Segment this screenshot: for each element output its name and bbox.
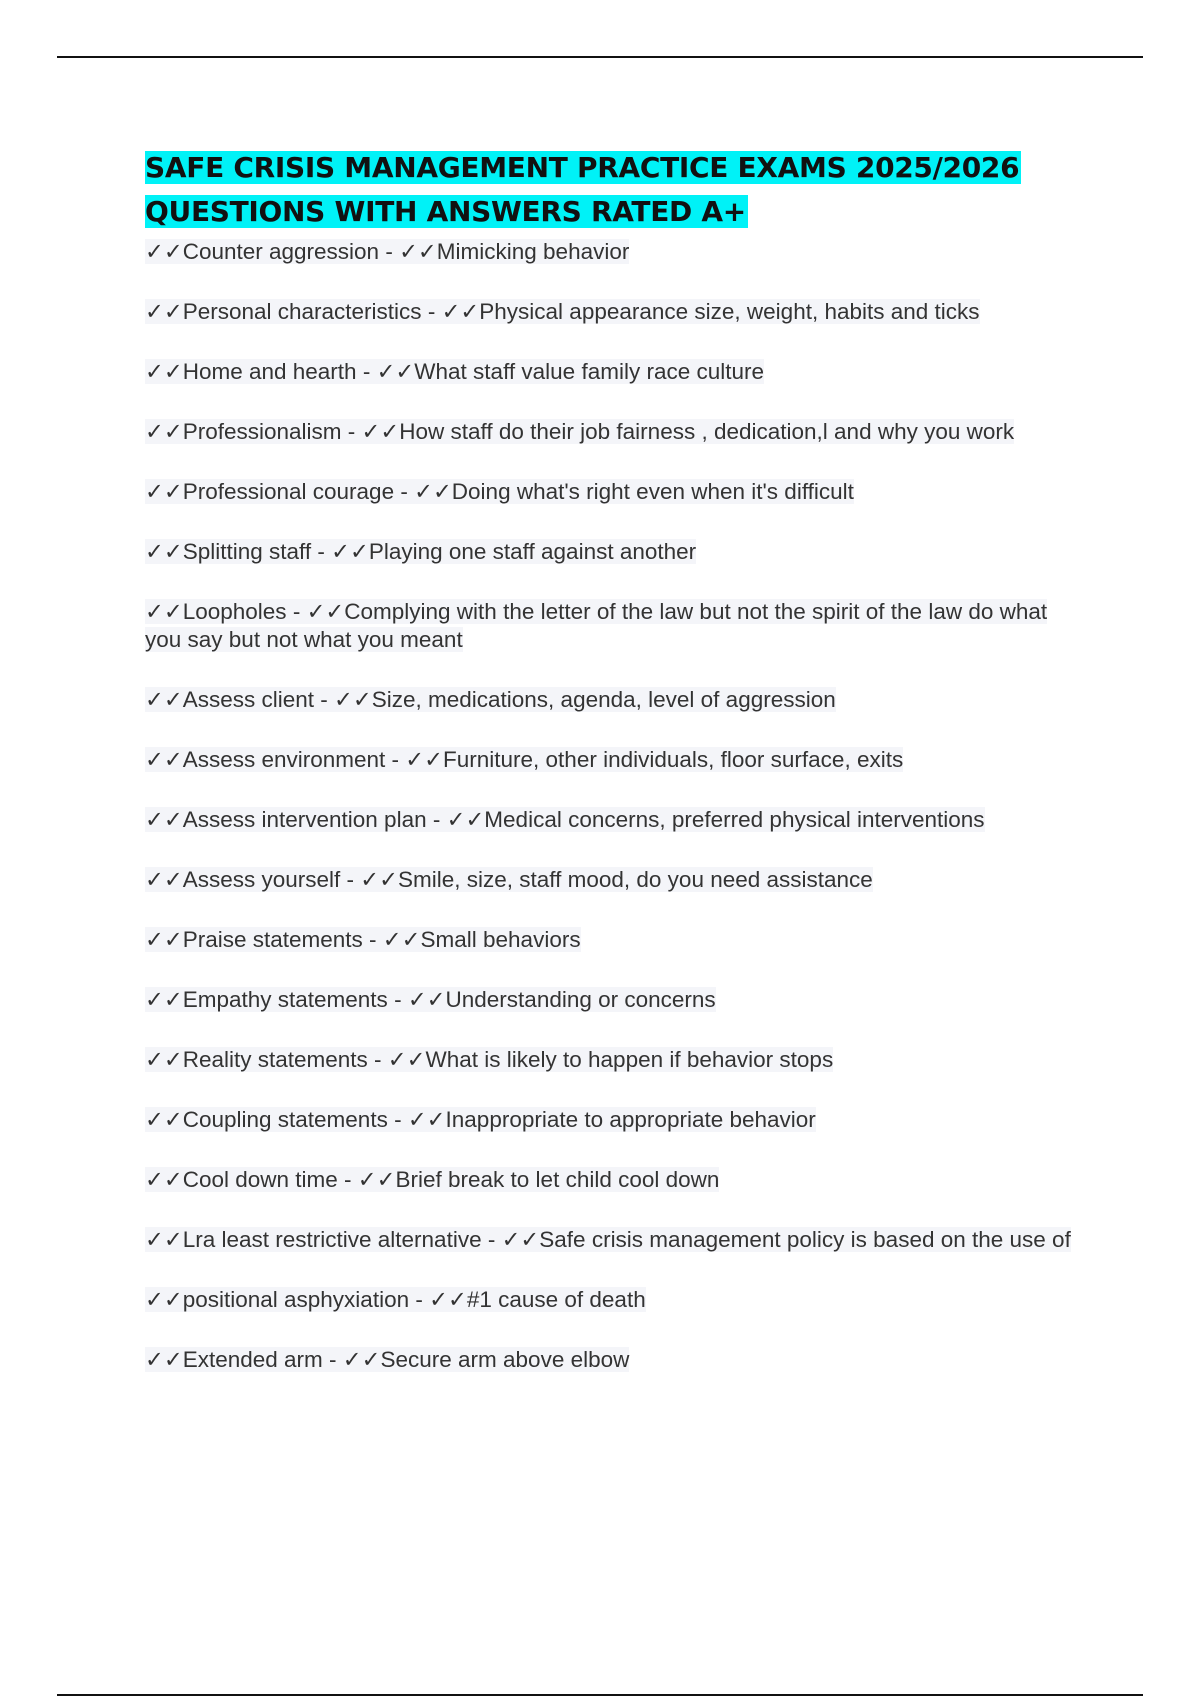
qa-answer: ✓✓Smile, size, staff mood, do you need assistance — [360, 867, 873, 892]
qa-item-text — [145, 1347, 629, 1372]
qa-term: ✓✓Assess client — [145, 687, 315, 712]
qa-item — [145, 1346, 1085, 1374]
qa-list — [145, 238, 1085, 1374]
qa-answer: ✓✓Playing one staff against another — [331, 539, 697, 564]
qa-answer: ✓✓How staff do their job fairness , dedication,l and why you work — [361, 419, 1015, 444]
qa-term: ✓✓Professionalism — [145, 419, 342, 444]
qa-answer: ✓✓Understanding or concerns — [407, 987, 716, 1012]
qa-term: ✓✓Reality statements — [145, 1047, 368, 1072]
qa-term: ✓✓Professional courage — [145, 479, 395, 504]
qa-item-text — [145, 479, 854, 504]
qa-term: ✓✓Extended arm — [145, 1347, 323, 1372]
footer-rule — [57, 1694, 1143, 1696]
qa-term: ✓✓positional asphyxiation — [145, 1287, 410, 1312]
qa-separator: - — [322, 1347, 343, 1372]
qa-separator: - — [311, 539, 332, 564]
qa-term: ✓✓Loopholes — [145, 599, 287, 624]
qa-answer: ✓✓What staff value family race culture — [376, 359, 765, 384]
qa-item-text — [145, 1047, 833, 1072]
qa-item — [145, 686, 1085, 714]
qa-item-text — [145, 359, 764, 384]
qa-answer: ✓✓Small behaviors — [382, 927, 581, 952]
qa-separator: - — [387, 1107, 408, 1132]
document-title-line-2: QUESTIONS WITH ANSWERS RATED A+ — [145, 195, 746, 228]
qa-separator: - — [426, 807, 447, 832]
qa-term: ✓✓Coupling statements — [145, 1107, 388, 1132]
qa-answer: ✓✓Mimicking behavior — [399, 239, 630, 264]
qa-answer: ✓✓#1 cause of death — [429, 1287, 646, 1312]
qa-term: ✓✓Assess environment — [145, 747, 386, 772]
header-rule — [57, 56, 1143, 58]
qa-item-text — [145, 1107, 816, 1132]
qa-item-text — [145, 1227, 1071, 1252]
qa-separator: - — [356, 359, 377, 384]
qa-item — [145, 298, 1085, 326]
qa-item-text — [145, 539, 696, 564]
qa-item — [145, 1166, 1085, 1194]
document-body — [145, 146, 1085, 1406]
qa-answer: ✓✓What is likely to happen if behavior stops — [387, 1047, 834, 1072]
qa-answer: ✓✓Secure arm above elbow — [342, 1347, 630, 1372]
qa-separator: - — [421, 299, 442, 324]
qa-item — [145, 418, 1085, 446]
qa-term: ✓✓Splitting staff — [145, 539, 312, 564]
qa-item — [145, 1226, 1085, 1254]
qa-item-text — [145, 867, 873, 892]
qa-answer: ✓✓Furniture, other individuals, floor surface, exits — [405, 747, 904, 772]
qa-separator: - — [341, 419, 362, 444]
qa-term: ✓✓Home and hearth — [145, 359, 357, 384]
qa-item-text — [145, 299, 980, 324]
qa-item — [145, 358, 1085, 386]
document-title — [145, 146, 1085, 234]
qa-term: ✓✓Empathy statements — [145, 987, 388, 1012]
qa-term: ✓✓Personal characteristics — [145, 299, 422, 324]
qa-item-text — [145, 687, 836, 712]
qa-answer: ✓✓Physical appearance size, weight, habits and ticks — [441, 299, 980, 324]
qa-item — [145, 746, 1085, 774]
qa-answer: ✓✓Safe crisis management policy is based on the use of — [501, 1227, 1071, 1252]
qa-separator: - — [394, 479, 415, 504]
qa-item — [145, 1106, 1085, 1134]
qa-item-text — [145, 419, 1014, 444]
qa-item-text — [145, 987, 716, 1012]
qa-item-text — [145, 927, 581, 952]
qa-item — [145, 986, 1085, 1014]
qa-item — [145, 478, 1085, 506]
qa-separator: - — [337, 1167, 358, 1192]
qa-term: ✓✓Cool down time — [145, 1167, 338, 1192]
qa-separator: - — [340, 867, 361, 892]
qa-term: ✓✓Assess yourself — [145, 867, 341, 892]
document-title-line-1: SAFE CRISIS MANAGEMENT PRACTICE EXAMS 2025/2026 — [145, 151, 1020, 184]
qa-item-text — [145, 599, 1047, 652]
qa-separator: - — [481, 1227, 502, 1252]
qa-separator: - — [362, 927, 383, 952]
qa-answer: ✓✓Brief break to let child cool down — [357, 1167, 720, 1192]
qa-term: ✓✓Counter aggression — [145, 239, 380, 264]
qa-separator: - — [314, 687, 335, 712]
qa-item — [145, 866, 1085, 894]
qa-separator: - — [385, 747, 406, 772]
qa-term: ✓✓Assess intervention plan — [145, 807, 427, 832]
qa-answer: ✓✓Inappropriate to appropriate behavior — [407, 1107, 816, 1132]
qa-answer: ✓✓Medical concerns, preferred physical interventions — [446, 807, 985, 832]
qa-item-text — [145, 239, 629, 264]
qa-item-text — [145, 807, 985, 832]
qa-item — [145, 598, 1085, 654]
qa-separator: - — [387, 987, 408, 1012]
qa-separator: - — [286, 599, 307, 624]
qa-answer: ✓✓Size, medications, agenda, level of aggression — [334, 687, 836, 712]
qa-item-text — [145, 1287, 646, 1312]
qa-separator: - — [367, 1047, 388, 1072]
qa-answer: ✓✓Complying with the letter of the law but not the spirit of the law do what you say but not what you meant — [145, 599, 1048, 652]
qa-item — [145, 806, 1085, 834]
qa-item — [145, 238, 1085, 266]
qa-separator: - — [379, 239, 400, 264]
qa-item — [145, 1286, 1085, 1314]
qa-separator: - — [409, 1287, 430, 1312]
qa-term: ✓✓Lra least restrictive alternative — [145, 1227, 482, 1252]
qa-term: ✓✓Praise statements — [145, 927, 363, 952]
qa-answer: ✓✓Doing what's right even when it's difficult — [414, 479, 854, 504]
qa-item — [145, 1046, 1085, 1074]
qa-item-text — [145, 1167, 719, 1192]
qa-item — [145, 538, 1085, 566]
qa-item-text — [145, 747, 903, 772]
qa-item — [145, 926, 1085, 954]
